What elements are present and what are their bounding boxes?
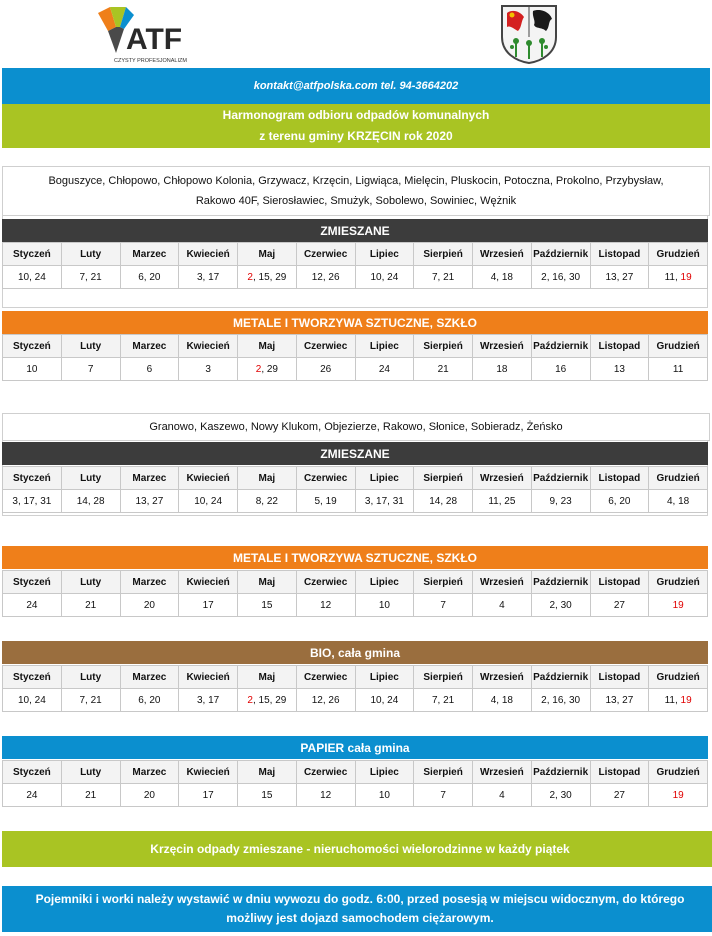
pickup-dates-cell (3, 490, 62, 513)
month-row (3, 467, 708, 490)
pickup-dates-cell (179, 358, 238, 381)
pickup-dates-cell (414, 358, 473, 381)
month-header-cell: Lipiec (355, 761, 414, 784)
month-row (3, 761, 708, 784)
pickup-dates-cell (473, 784, 532, 807)
group1-mixed-table (2, 242, 708, 289)
pickup-dates-cell (296, 594, 355, 617)
pickup-dates-cell (238, 358, 297, 381)
group1-places-line-2: Rakowo 40F, Sierosławiec, Smużyk, Sobolewo, Sowiniec, Wężnik (195, 195, 517, 207)
month-header-cell: Czerwiec (296, 243, 355, 266)
pickup-dates-cell (355, 594, 414, 617)
date-text: 2, 16, 30 (541, 694, 581, 706)
pickup-dates-cell (590, 689, 649, 712)
pickup-dates-cell (61, 358, 120, 381)
pickup-dates-cell (473, 358, 532, 381)
month-header-cell: Sierpień (414, 243, 473, 266)
pickup-dates-cell (61, 689, 120, 712)
month-header-cell: Luty (61, 467, 120, 490)
date-text: 10 (378, 599, 390, 611)
date-text: 15 (261, 789, 273, 801)
highlighted-date: 19 (680, 694, 692, 706)
date-text: 26 (320, 363, 332, 375)
group1-places-line-1: Boguszyce, Chłopowo, Chłopowo Kolonia, Grzywacz, Krzęcin, Ligwiąca, Mielęcin, Pluskocin, Potoczna, Prokolno, Przybysław, (48, 175, 664, 187)
date-text: 6, 20 (138, 694, 161, 706)
pickup-dates-cell (179, 784, 238, 807)
date-text: , 15, 29 (252, 694, 287, 706)
group2-metal-label: METALE I TWORZYWA SZTUCZNE, SZKŁO (233, 550, 477, 565)
pickup-dates-cell (296, 358, 355, 381)
month-row (3, 666, 708, 689)
group1-mixed-label: ZMIESZANE (320, 223, 390, 238)
date-text: 20 (143, 789, 155, 801)
instructions-note (2, 886, 712, 932)
month-header-cell: Sierpień (414, 467, 473, 490)
pickup-dates-cell (473, 689, 532, 712)
month-header-cell: Październik (531, 666, 590, 689)
date-text: 3, 17, 31 (12, 495, 52, 507)
atf-logo-tagline: CZYSTY PROFESJONALIZM (114, 58, 187, 64)
date-text: 21 (85, 599, 97, 611)
date-text: 14, 28 (429, 495, 458, 507)
date-text: 18 (496, 363, 508, 375)
month-header-cell: Wrzesień (473, 335, 532, 358)
group2-places-text: Granowo, Kaszewo, Nowy Klukom, Objezierze, Rakowo, Słonice, Sobieradz, Żeńsko (149, 421, 563, 433)
month-header-cell: Marzec (120, 243, 179, 266)
pickup-dates-cell (531, 266, 590, 289)
date-text: 21 (85, 789, 97, 801)
date-text: 10, 24 (17, 694, 46, 706)
date-text: 6 (146, 363, 153, 375)
pickup-dates-cell (649, 490, 708, 513)
date-text: 13 (613, 363, 625, 375)
date-text: 3, 17 (197, 271, 220, 283)
group1-mixed-header (2, 219, 708, 242)
group2-metal-header (2, 546, 708, 569)
bio-label: BIO, cała gmina (309, 645, 401, 660)
title-bar (2, 104, 710, 148)
highlighted-date: 19 (680, 271, 692, 283)
date-text: 4, 18 (490, 694, 513, 706)
pickup-dates-cell (120, 490, 179, 513)
month-header-cell: Styczeń (3, 243, 62, 266)
instructions-line-1: Pojemniki i worki należy wystawić w dniu wywozu do godz. 6:00, przed posesją w miejscu widocznym, do którego (35, 892, 685, 906)
pickup-dates-cell (120, 266, 179, 289)
date-text: 7, 21 (79, 271, 102, 283)
month-header-cell: Październik (531, 467, 590, 490)
month-header-cell: Luty (61, 571, 120, 594)
date-text: 14, 28 (76, 495, 105, 507)
date-text: 7, 21 (432, 271, 455, 283)
pickup-dates-cell (649, 266, 708, 289)
month-header-cell: Październik (531, 571, 590, 594)
month-header-cell: Maj (238, 571, 297, 594)
date-text: 10, 24 (194, 495, 223, 507)
date-text: 11, 25 (488, 495, 516, 507)
paper-table (2, 760, 708, 807)
date-text: 15 (261, 599, 273, 611)
month-header-cell: Luty (61, 666, 120, 689)
date-text: 2, 30 (549, 789, 572, 801)
group2-metal-table (2, 570, 708, 617)
month-row (3, 571, 708, 594)
date-text: 12, 26 (311, 271, 340, 283)
date-text: 13, 27 (605, 271, 634, 283)
date-text: 9, 23 (549, 495, 572, 507)
pickup-dates-cell (649, 689, 708, 712)
date-text: 4, 18 (490, 271, 513, 283)
date-text: 2, 16, 30 (541, 271, 581, 283)
month-header-cell: Lipiec (355, 243, 414, 266)
date-text: 5, 19 (314, 495, 337, 507)
month-header-cell: Styczeń (3, 571, 62, 594)
group1-metal-header (2, 311, 708, 334)
page-header (0, 0, 712, 68)
pickup-dates-cell (649, 358, 708, 381)
month-header-cell: Marzec (120, 335, 179, 358)
pickup-dates-cell (179, 490, 238, 513)
month-header-cell: Maj (238, 243, 297, 266)
group1-places (2, 166, 710, 216)
month-header-cell: Grudzień (649, 571, 708, 594)
paper-header (2, 736, 708, 759)
date-text: 12 (320, 789, 332, 801)
month-row (3, 243, 708, 266)
highlighted-date: 19 (672, 789, 684, 801)
month-header-cell: Luty (61, 761, 120, 784)
highlighted-date: 2 (255, 363, 262, 375)
date-text: 13, 27 (605, 694, 634, 706)
pickup-dates-cell (296, 784, 355, 807)
date-text: 11, (664, 271, 681, 283)
month-header-cell: Czerwiec (296, 666, 355, 689)
date-text: 8, 22 (255, 495, 278, 507)
date-text: 3, 17, 31 (364, 495, 404, 507)
month-header-cell: Styczeń (3, 335, 62, 358)
pickup-dates-cell (414, 266, 473, 289)
contact-bar (2, 68, 710, 104)
instructions-line-2: możliwy jest dojazd samochodem ciężarowym. (226, 911, 494, 925)
date-text: 17 (202, 789, 214, 801)
group2-mixed-table (2, 466, 708, 513)
title-line-1: Harmonogram odbioru odpadów komunalnych (222, 108, 490, 122)
date-text: 7 (87, 363, 94, 375)
pickup-dates-cell (238, 689, 297, 712)
pickup-dates-cell (355, 784, 414, 807)
date-text: 6, 20 (608, 495, 631, 507)
date-row (3, 490, 708, 513)
month-header-cell: Maj (238, 467, 297, 490)
date-text: 20 (143, 599, 155, 611)
month-header-cell: Styczeń (3, 666, 62, 689)
date-text: 7, 21 (79, 694, 102, 706)
date-text: 12, 26 (311, 694, 340, 706)
date-text: 27 (613, 789, 625, 801)
month-header-cell: Kwiecień (179, 761, 238, 784)
pickup-dates-cell (473, 594, 532, 617)
pickup-dates-cell (355, 689, 414, 712)
month-header-cell: Sierpień (414, 335, 473, 358)
date-text: , 15, 29 (252, 271, 287, 283)
pickup-dates-cell (473, 266, 532, 289)
highlighted-date: 2 (247, 694, 253, 706)
date-text: 7 (440, 599, 446, 611)
title-line-2: z terenu gminy KRZĘCIN rok 2020 (259, 129, 453, 143)
paper-label: PAPIER cała gmina (300, 740, 410, 755)
month-header-cell: Maj (238, 666, 297, 689)
month-header-cell: Lipiec (355, 335, 414, 358)
pickup-dates-cell (61, 594, 120, 617)
pickup-dates-cell (3, 266, 62, 289)
date-row (3, 358, 708, 381)
pickup-dates-cell (531, 358, 590, 381)
month-header-cell: Czerwiec (296, 571, 355, 594)
date-text: 11, (664, 694, 681, 706)
month-header-cell: Luty (61, 243, 120, 266)
month-header-cell: Październik (531, 335, 590, 358)
month-header-cell: Wrzesień (473, 467, 532, 490)
month-header-cell: Kwiecień (179, 666, 238, 689)
pickup-dates-cell (531, 490, 590, 513)
month-header-cell: Sierpień (414, 571, 473, 594)
highlighted-date: 19 (672, 599, 684, 611)
bio-header (2, 641, 708, 664)
pickup-dates-cell (61, 266, 120, 289)
month-header-cell: Wrzesień (473, 761, 532, 784)
pickup-dates-cell (120, 689, 179, 712)
date-text: 10 (26, 363, 38, 375)
date-text: 4 (499, 789, 505, 801)
month-header-cell: Sierpień (414, 666, 473, 689)
date-text: 10, 24 (17, 271, 46, 283)
pickup-dates-cell (296, 689, 355, 712)
month-header-cell: Lipiec (355, 467, 414, 490)
month-header-cell: Kwiecień (179, 467, 238, 490)
group1-metal-table (2, 334, 708, 381)
highlighted-date: 2 (247, 271, 253, 283)
month-header-cell: Marzec (120, 571, 179, 594)
date-text: 24 (26, 599, 38, 611)
date-text: 24 (26, 789, 38, 801)
pickup-dates-cell (179, 594, 238, 617)
date-text: 10, 24 (370, 271, 399, 283)
pickup-dates-cell (3, 784, 62, 807)
date-text: 6, 20 (138, 271, 161, 283)
date-text: 10, 24 (370, 694, 399, 706)
pickup-dates-cell (590, 784, 649, 807)
pickup-dates-cell (473, 490, 532, 513)
bio-table (2, 665, 708, 712)
atf-logo-text: ATF (126, 23, 183, 56)
pickup-dates-cell (414, 784, 473, 807)
date-text: 24 (378, 363, 390, 375)
month-header-cell: Marzec (120, 761, 179, 784)
date-row (3, 594, 708, 617)
month-header-cell: Maj (238, 335, 297, 358)
contact-text: kontakt@atfpolska.com tel. 94-3664202 (253, 80, 459, 92)
month-header-cell: Sierpień (414, 761, 473, 784)
group2-mixed-header (2, 442, 708, 465)
pickup-dates-cell (590, 358, 649, 381)
date-row (3, 689, 708, 712)
pickup-dates-cell (531, 784, 590, 807)
apartments-note (2, 831, 712, 867)
month-header-cell: Październik (531, 243, 590, 266)
pickup-dates-cell (179, 689, 238, 712)
month-header-cell: Grudzień (649, 335, 708, 358)
pickup-dates-cell (414, 490, 473, 513)
pickup-dates-cell (531, 594, 590, 617)
pickup-dates-cell (590, 490, 649, 513)
pickup-dates-cell (238, 784, 297, 807)
pickup-dates-cell (120, 784, 179, 807)
month-header-cell: Listopad (590, 467, 649, 490)
group2-mixed-label: ZMIESZANE (320, 446, 390, 461)
pickup-dates-cell (590, 266, 649, 289)
date-text: 7 (440, 789, 446, 801)
pickup-dates-cell (296, 266, 355, 289)
month-row (3, 335, 708, 358)
date-text: 12 (320, 599, 332, 611)
month-header-cell: Listopad (590, 335, 649, 358)
date-row (3, 266, 708, 289)
pickup-dates-cell (179, 266, 238, 289)
pickup-dates-cell (120, 594, 179, 617)
group1-metal-label: METALE I TWORZYWA SZTUCZNE, SZKŁO (233, 315, 477, 330)
month-header-cell: Grudzień (649, 243, 708, 266)
pickup-dates-cell (3, 689, 62, 712)
pickup-dates-cell (590, 594, 649, 617)
month-header-cell: Czerwiec (296, 761, 355, 784)
date-text: 2, 30 (549, 599, 572, 611)
month-header-cell: Grudzień (649, 761, 708, 784)
month-header-cell: Wrzesień (473, 571, 532, 594)
month-header-cell: Lipiec (355, 571, 414, 594)
date-text: 16 (555, 363, 567, 375)
date-text: 27 (613, 599, 625, 611)
month-header-cell: Kwiecień (179, 335, 238, 358)
group2-places (2, 413, 710, 441)
pickup-dates-cell (355, 266, 414, 289)
date-text: 4 (499, 599, 505, 611)
pickup-dates-cell (3, 358, 62, 381)
month-header-cell: Listopad (590, 243, 649, 266)
pickup-dates-cell (296, 490, 355, 513)
month-header-cell: Lipiec (355, 666, 414, 689)
date-text: 17 (202, 599, 214, 611)
month-header-cell: Październik (531, 761, 590, 784)
pickup-dates-cell (531, 689, 590, 712)
coat-of-arms-icon (498, 3, 560, 65)
month-header-cell: Marzec (120, 666, 179, 689)
month-header-cell: Wrzesień (473, 243, 532, 266)
pickup-dates-cell (355, 358, 414, 381)
month-header-cell: Marzec (120, 467, 179, 490)
apartments-note-text: Krzęcin odpady zmieszane - nieruchomości wielorodzinne w każdy piątek (150, 841, 570, 856)
month-header-cell: Kwiecień (179, 571, 238, 594)
date-text: 21 (437, 363, 449, 375)
date-text: , 29 (261, 363, 278, 375)
pickup-dates-cell (238, 490, 297, 513)
month-header-cell: Listopad (590, 666, 649, 689)
date-text: 3, 17 (197, 694, 220, 706)
pickup-dates-cell (61, 784, 120, 807)
month-header-cell: Kwiecień (179, 243, 238, 266)
month-header-cell: Czerwiec (296, 467, 355, 490)
month-header-cell: Maj (238, 761, 297, 784)
pickup-dates-cell (238, 266, 297, 289)
date-row (3, 784, 708, 807)
pickup-dates-cell (120, 358, 179, 381)
date-text: 10 (378, 789, 390, 801)
month-header-cell: Grudzień (649, 467, 708, 490)
date-text: 11 (672, 363, 684, 375)
date-text: 4, 18 (667, 495, 690, 507)
pickup-dates-cell (61, 490, 120, 513)
pickup-dates-cell (355, 490, 414, 513)
month-header-cell: Czerwiec (296, 335, 355, 358)
month-header-cell: Grudzień (649, 666, 708, 689)
month-header-cell: Styczeń (3, 467, 62, 490)
month-header-cell: Listopad (590, 571, 649, 594)
pickup-dates-cell (414, 594, 473, 617)
month-header-cell: Listopad (590, 761, 649, 784)
month-header-cell: Luty (61, 335, 120, 358)
date-text: 13, 27 (135, 495, 164, 507)
pickup-dates-cell (238, 594, 297, 617)
pickup-dates-cell (649, 784, 708, 807)
pickup-dates-cell (414, 689, 473, 712)
pickup-dates-cell (3, 594, 62, 617)
date-text: 7, 21 (432, 694, 455, 706)
atf-logo (96, 5, 208, 65)
date-text: 3 (205, 363, 211, 375)
pickup-dates-cell (649, 594, 708, 617)
month-header-cell: Wrzesień (473, 666, 532, 689)
month-header-cell: Styczeń (3, 761, 62, 784)
